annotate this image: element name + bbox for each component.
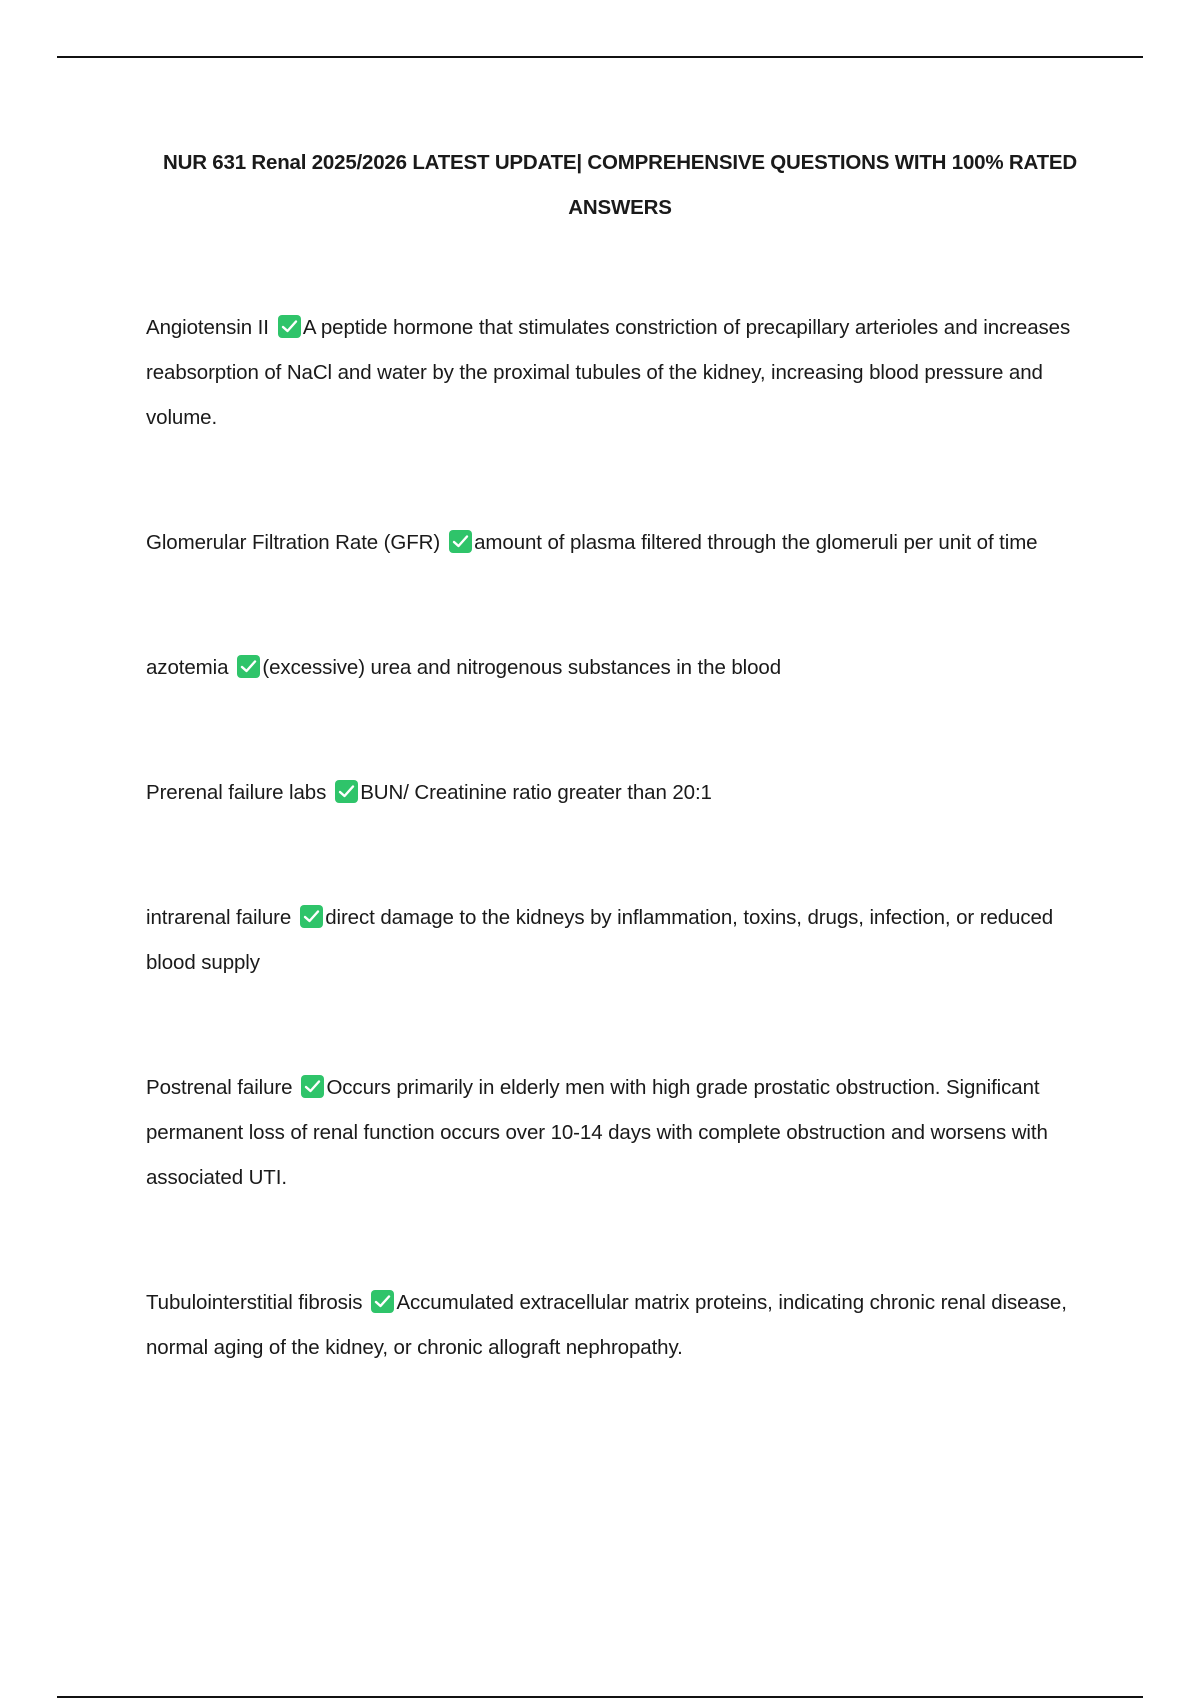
entry-term: Postrenal failure <box>146 1076 293 1099</box>
entry-definition: Occurs primarily in elderly men with high grade prostatic obstruction. Significant permanent loss of renal function occurs over 10-14 days with complete obstruction and worsens with associated UTI. <box>146 1076 1048 1189</box>
entry-definition: direct damage to the kidneys by inflammation, toxins, drugs, infection, or reduced blood supply <box>146 906 1054 974</box>
entry-intrarenal <box>146 895 1096 985</box>
check-icon <box>237 655 260 678</box>
entry-postrenal <box>146 1065 1096 1200</box>
entry-definition: BUN/ Creatinine ratio greater than 20:1 <box>360 781 712 804</box>
check-icon <box>278 315 301 338</box>
document-title: NUR 631 Renal 2025/2026 LATEST UPDATE| COMPREHENSIVE QUESTIONS WITH 100% RATED ANSWERS <box>163 151 1077 219</box>
entry-prerenal <box>146 770 1096 815</box>
entry-definition: A peptide hormone that stimulates constriction of precapillary arterioles and increases reabsorption of NaCl and water by the proximal tubules of the kidney, increasing blood pressure and volume. <box>146 316 1071 429</box>
entry-term: Tubulointerstitial fibrosis <box>146 1291 363 1314</box>
entry-term: intrarenal failure <box>146 906 292 929</box>
entry-list <box>146 305 1096 1370</box>
top-divider <box>57 56 1143 58</box>
check-icon <box>449 530 472 553</box>
entry-angiotensin <box>146 305 1096 440</box>
entry-term: Prerenal failure labs <box>146 781 327 804</box>
entry-azotemia <box>146 645 1096 690</box>
entry-term: azotemia <box>146 656 229 679</box>
entry-term: Glomerular Filtration Rate (GFR) <box>146 531 441 554</box>
entry-tubulointerstitial <box>146 1280 1096 1370</box>
bottom-divider <box>57 1696 1143 1698</box>
check-icon <box>371 1290 394 1313</box>
entry-gfr <box>146 520 1096 565</box>
check-icon <box>300 905 323 928</box>
entry-definition: (excessive) urea and nitrogenous substances in the blood <box>262 656 782 679</box>
check-icon <box>335 780 358 803</box>
entry-definition: amount of plasma filtered through the glomeruli per unit of time <box>474 531 1038 554</box>
entry-definition: Accumulated extracellular matrix proteins, indicating chronic renal disease, normal aging of the kidney, or chronic allograft nephropathy. <box>146 1291 1067 1359</box>
check-icon <box>301 1075 324 1098</box>
entry-term: Angiotensin II <box>146 316 269 339</box>
